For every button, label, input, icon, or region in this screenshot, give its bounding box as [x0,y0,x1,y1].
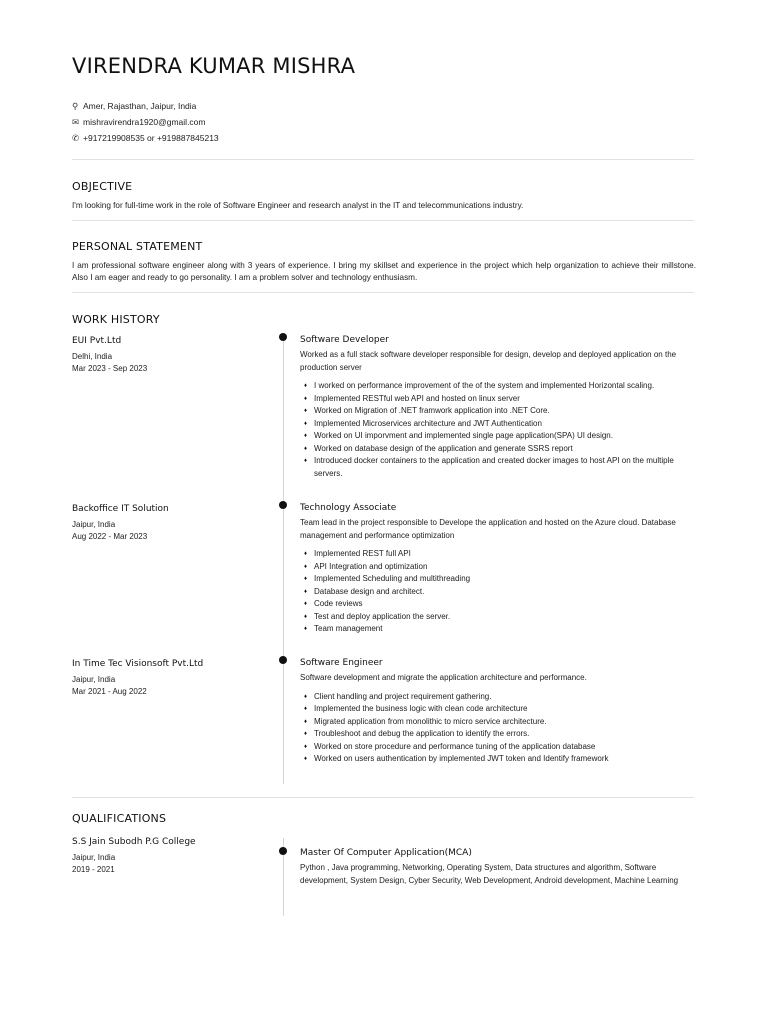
divider [72,220,694,221]
phone-text: +917219908535 or +919887845213 [83,133,219,143]
job-2-description: Team lead in the project responsible to Develope the application and hosted on the Azure cloud. Database management and performance optimization [300,518,676,540]
bullet-item: ♦ Worked on Migration of .NET framwork application into .NET Core. [304,405,696,418]
job-3-company: In Time Tec Visionsoft Pvt.Ltd [72,659,204,669]
divider [72,159,694,160]
job-2-role: Technology Associate [300,503,397,513]
location-icon: ⚲ [72,100,79,111]
job-1-company: EUI Pvt.Ltd [72,336,122,346]
job-3-info [72,659,203,698]
job-1-bullets [300,380,696,480]
objective-title: OBJECTIVE [72,180,133,193]
bullet-item: ♦ Introduced docker containers to the application and created docker images to host API on the multiple servers. [304,455,696,480]
job-2-info [72,504,169,543]
job-3-dates: Mar 2021 - Aug 2022 [72,687,147,696]
contact-email [72,114,219,130]
job-1-info [72,336,147,375]
qualifications-title: QUALIFICATIONS [72,812,167,825]
timeline-dot [279,656,287,664]
job-1-dates: Mar 2023 - Sep 2023 [72,364,148,373]
bullet-item: ♦ I worked on performance improvement of the of the system and implemented Horizontal scaling. [304,380,696,393]
contact-phone [72,130,219,146]
timeline-dot [279,501,287,509]
bullet-item: ♦ Worked on users authentication by implemented JWT token and Identify framework [304,753,696,766]
qualification-1-location: Jaipur, India [72,853,116,862]
phone-icon: ✆ [72,132,80,143]
qualification-1-info [72,837,196,876]
location-text: Amer, Rajasthan, Jaipur, India [83,101,197,111]
bullet-item: ♦ Implemented REST full API [304,548,696,561]
bullet-item: ♦ Client handling and project requirement gathering. [304,691,696,704]
job-1-role: Software Developer [300,335,389,345]
job-3-role: Software Engineer [300,658,383,668]
objective-text: I'm looking for full-time work in the role of Software Engineer and research analyst in the IT and telecommunications industry. [72,201,524,210]
job-3-details [300,658,696,766]
bullet-item: ♦ Worked on UI imporvment and implemented single page application(SPA) UI design. [304,430,696,443]
work-timeline [283,336,284,784]
bullet-item: ♦ Implemented Scheduling and multithreading [304,573,696,586]
work-history-title: WORK HISTORY [72,313,160,326]
job-2-details [300,503,696,636]
bullet-item: ♦ Migrated application from monolithic to micro service architecture. [304,716,696,729]
bullet-item: ♦ Team management [304,623,696,636]
bullet-item: ♦ Implemented the business logic with clean code architecture [304,703,696,716]
bullet-item: ♦ Implemented RESTful web API and hosted on linux server [304,393,696,406]
job-2-dates: Aug 2022 - Mar 2023 [72,532,148,541]
bullet-item: ♦ Database design and architect. [304,586,696,599]
contact-info [72,98,219,146]
email-text[interactable]: mishravirendra1920@gmail.com [83,117,206,127]
job-2-location: Jaipur, India [72,520,116,529]
statement-title: PERSONAL STATEMENT [72,240,203,253]
job-1-location: Delhi, India [72,352,113,361]
qualification-1-dates: 2019 - 2021 [72,865,115,874]
qualification-1-school: S.S Jain Subodh P.G College [72,837,196,847]
job-3-location: Jaipur, India [72,675,116,684]
bullet-item: ♦ API Integration and optimization [304,561,696,574]
email-icon: ✉ [72,116,80,127]
job-3-bullets [300,691,696,766]
bullet-item: ♦ Code reviews [304,598,696,611]
timeline-dot [279,333,287,341]
candidate-name: VIRENDRA KUMAR MISHRA [72,54,356,78]
qualification-1-details [300,848,696,893]
statement-text: I am professional software engineer along with 3 years of experience. I bring my skillset and experience in the project which help organization to achieve their millstone. Also I am eager and ready to go personality. I am a problem solver and technology enthusiasm. [72,261,696,282]
job-3-description: Software development and migrate the application architecture and performance. [300,673,587,682]
qualification-1-description: Python , Java programming, Networking, Operating System, Data structures and algorithm, Software development, System Design, Cyber Security, Web Development, Android development, Machine Learning [300,863,679,885]
contact-location [72,98,219,114]
job-1-description: Worked as a full stack software developer responsible for design, develop and deployed application on the production server [300,350,677,372]
timeline-dot [279,847,287,855]
divider [72,797,694,798]
bullet-item: ♦ Worked on database design of the application and generate SSRS report [304,443,696,456]
bullet-item: ♦ Troubleshoot and debug the application to identify the errors. [304,728,696,741]
job-2-bullets [300,548,696,636]
job-1-details [300,335,696,480]
bullet-item: ♦ Worked on store procedure and performance tuning of the application database [304,741,696,754]
bullet-item: ♦ Implemented Microservices architecture and JWT Authentication [304,418,696,431]
qualification-1-degree: Master Of Computer Application(MCA) [300,848,472,858]
job-2-company: Backoffice IT Solution [72,504,169,514]
divider [72,292,694,293]
bullet-item: ♦ Test and deploy application the server. [304,611,696,624]
